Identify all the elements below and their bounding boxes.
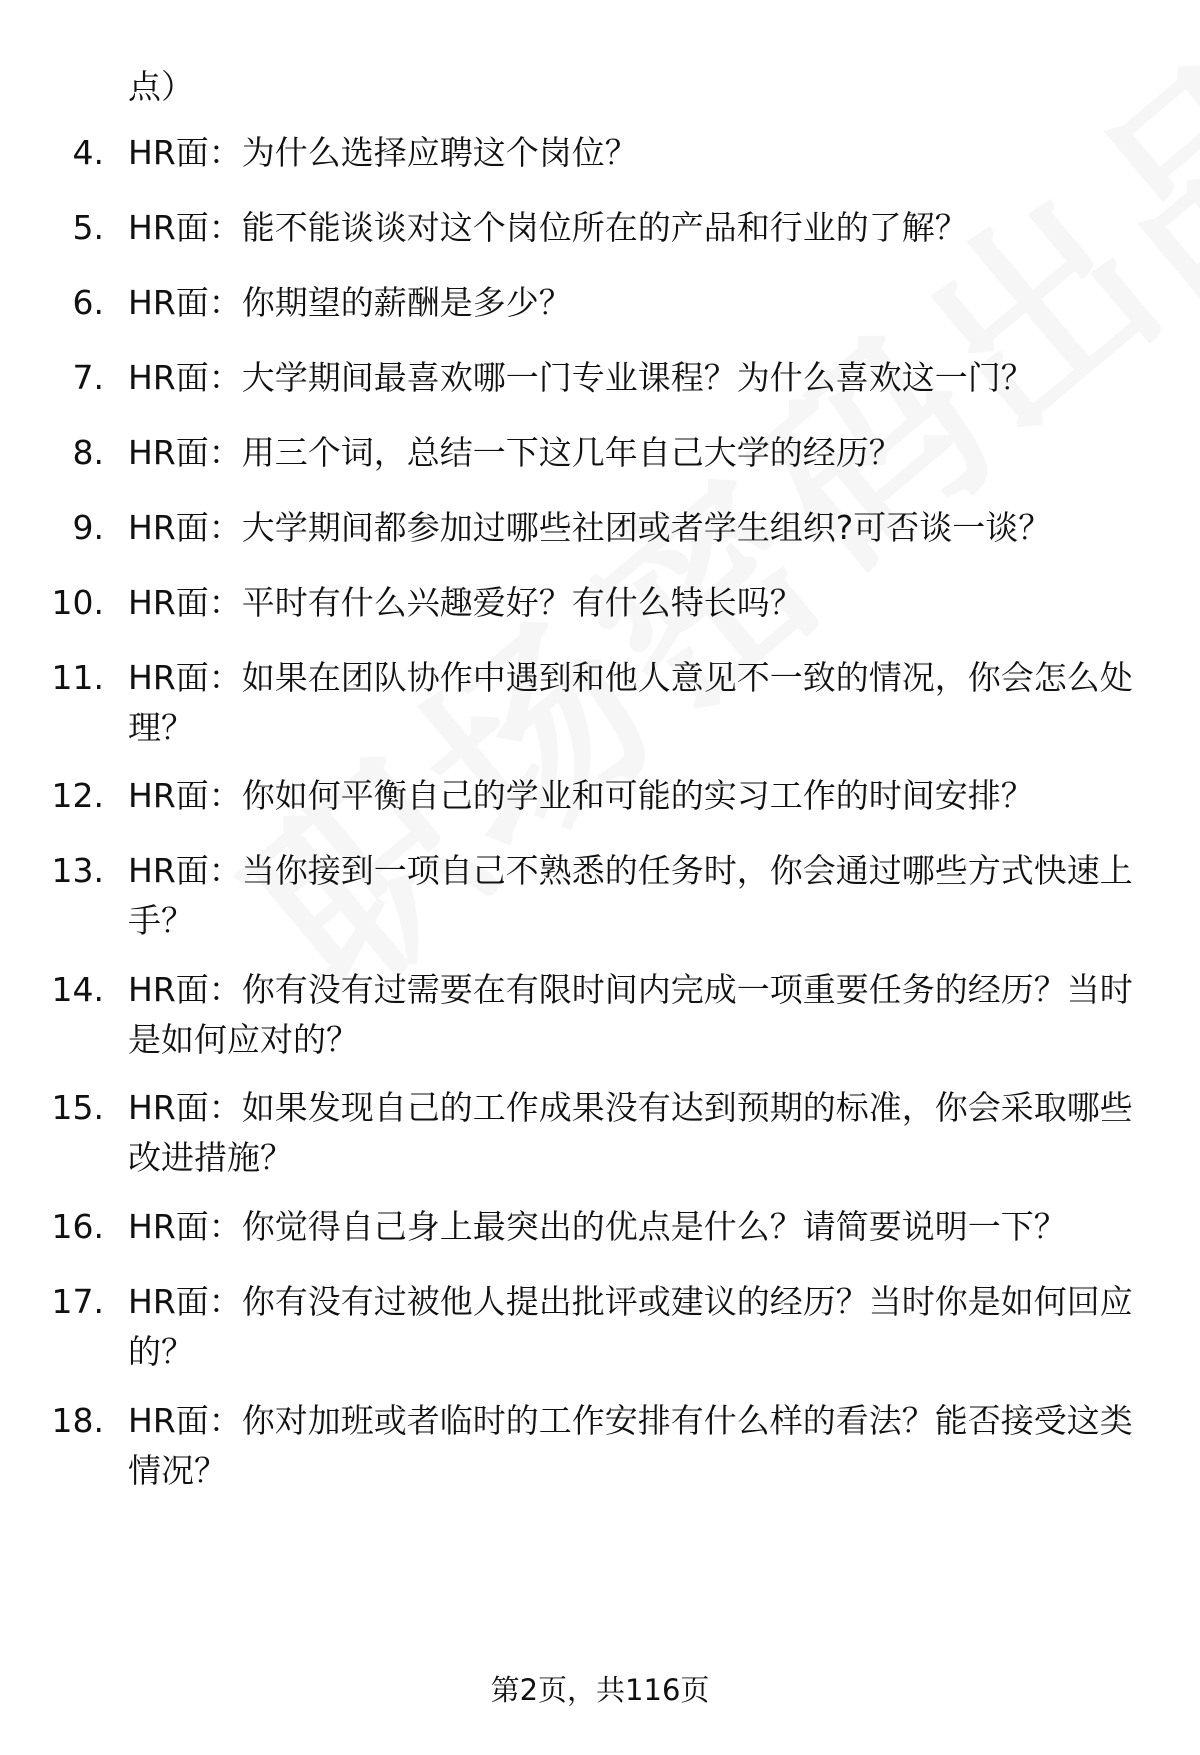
item-number: 9. [72, 508, 104, 547]
item-text: HR面：你有没有过被他人提出批评或建议的经历？当时你是如何回应的？ [128, 1282, 1133, 1371]
item-text: HR面：如果在团队协作中遇到和他人意见不一致的情况，你会怎么处理？ [128, 658, 1133, 747]
item-number: 7. [72, 358, 104, 397]
item-text: HR面：大学期间都参加过哪些社团或者学生组织?可否谈一谈？ [128, 508, 1052, 547]
item-text: HR面：你期望的薪酬是多少？ [128, 283, 572, 322]
item-text: HR面：你有没有过需要在有限时间内完成一项重要任务的经历？当时是如何应对的？ [128, 970, 1133, 1059]
item-number: 8. [72, 433, 104, 472]
item-number: 16. [51, 1207, 104, 1246]
item-number: 11. [51, 658, 104, 697]
continuation-text: 点） [128, 67, 194, 106]
item-number: 13. [51, 851, 104, 890]
page-footer: 第2页，共116页 [490, 1673, 710, 1707]
item-text: HR面：你觉得自己身上最突出的优点是什么？请简要说明一下？ [128, 1207, 1067, 1246]
item-number: 17. [51, 1282, 104, 1321]
item-text: HR面：如果发现自己的工作成果没有达到预期的标准，你会采取哪些改进措施？ [128, 1088, 1133, 1177]
item-text: HR面：平时有什么兴趣爱好？有什么特长吗？ [128, 583, 803, 622]
item-number: 10. [51, 583, 104, 622]
item-number: 15. [51, 1088, 104, 1127]
item-text: HR面：当你接到一项自己不熟悉的任务时，你会通过哪些方式快速上手？ [128, 851, 1133, 940]
item-text: HR面：用三个词，总结一下这几年自己大学的经历？ [128, 433, 902, 472]
item-number: 5. [72, 208, 104, 247]
item-number: 6. [72, 283, 104, 322]
item-number: 18. [51, 1401, 104, 1440]
item-text: HR面：你对加班或者临时的工作安排有什么样的看法？能否接受这类情况？ [128, 1401, 1133, 1490]
item-text: HR面：为什么选择应聘这个岗位？ [128, 133, 638, 172]
item-number: 14. [51, 970, 104, 1009]
item-number: 12. [51, 776, 104, 815]
item-text: HR面：能不能谈谈对这个岗位所在的产品和行业的了解？ [128, 208, 968, 247]
item-text: HR面：你如何平衡自己的学业和可能的实习工作的时间安排？ [128, 776, 1034, 815]
item-number: 4. [72, 133, 104, 172]
item-text: HR面：大学期间最喜欢哪一门专业课程？为什么喜欢这一门？ [128, 358, 1034, 397]
